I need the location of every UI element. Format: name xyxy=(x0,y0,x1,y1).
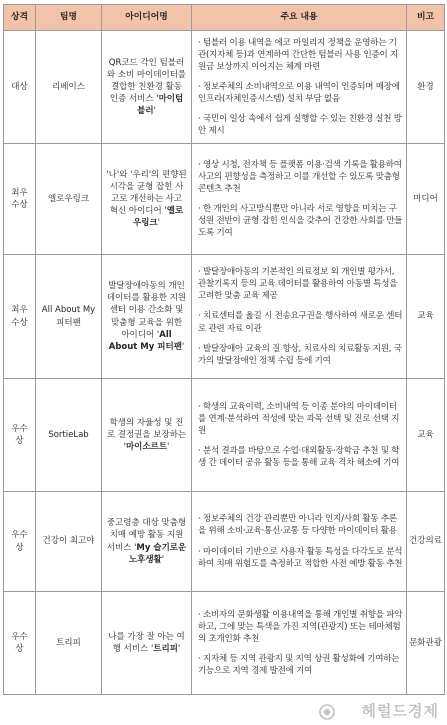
table-row xyxy=(4,31,445,144)
watermark-logo-icon xyxy=(319,704,335,720)
content-cell: · 텀블러 이용 내역을 에코 마일리지 정책을 운영하는 기관(지자체 등)과 연계하여 간단한 텀블러 사용 인증이 지원금 보상까지 이어지는 체계 마련 · 정보주체의 소비내역으로 이용 내역이 인증되며 매장에 인프라(자체인증시스템) 설치 부담 없음 · 국민이 일상 속에서 쉽게 실행할 수 있는 친환경 실천 방안 제시 xyxy=(192,31,407,144)
idea-cell: 중고령층 대상 맞춤형 치매 예방 활동 지원 서비스 'My 슬기로운 노후생활' xyxy=(102,492,192,592)
table-row xyxy=(4,255,445,379)
award-cell: 우수 상 xyxy=(4,492,36,592)
award-cell: 우수 상 xyxy=(4,379,36,492)
content-cell: · 정보주체의 건강 관리뿐만 아니라 인지/사회 활동 추론을 위해 소비·교육·통신·교통 등 다양한 마이데이터 활용 · 마이데이터 기반으로 사용자 활동 특성을 다각도로 분석하여 치매 위험도를 측정하고 적합한 사전 예방 활동 추천 xyxy=(192,492,407,592)
award-cell: 최우 수상 xyxy=(4,144,36,255)
team-cell: 건강이 최고야 xyxy=(36,492,102,592)
header-content: 주요 내용 xyxy=(192,5,407,31)
content-cell: · 영상 시청, 전자책 등 플랫폼 이용·검색 기록을 활용하여 사고의 편향성을 측정하고 이를 개선할 수 있도록 맞춤형 콘텐츠 추천 · 한 개인의 사고방식뿐만 아니라 서로 영향을 미치는 구성원 전반이 균형 잡힌 인식을 갖추어 건강한 사회를 만들도록 기여 xyxy=(192,144,407,255)
table-row xyxy=(4,379,445,492)
note-cell: 미디어 xyxy=(407,144,445,255)
table-row xyxy=(4,492,445,592)
header-row xyxy=(4,5,445,31)
note-cell: 문화관광 xyxy=(407,592,445,695)
award-cell: 우수 상 xyxy=(4,592,36,695)
watermark-text: 헤럴드경제 xyxy=(361,702,439,720)
award-cell: 최우 수상 xyxy=(4,255,36,379)
note-cell: 환경 xyxy=(407,31,445,144)
idea-cell: 발달장애아동의 개인데이터를 활용한 지원센터 이용 간소화 및 맞춤형 교육을 위한 아이디어 'All About My 피터팬' xyxy=(102,255,192,379)
note-cell: 교육 xyxy=(407,255,445,379)
header-team: 팀명 xyxy=(36,5,102,31)
team-cell: 트리피 xyxy=(36,592,102,695)
content-cell: · 소비자의 문화생활 이용내역을 통해 개인별 취향을 파악하고, 그에 맞는 특색을 가진 지역(관광지) 또는 테마체험의 초개인화 추천 · 지자체 등 지역 관광지 및 지역 상권 활성화에 기여하는 기능으로 지역 경제 발전에 기여 xyxy=(192,592,407,695)
header-idea: 아이디어명 xyxy=(102,5,192,31)
table-body xyxy=(4,31,445,695)
idea-cell: QR코드 각인 텀블러와 소비 마이데이터를 결합한 친환경 활동 인증 서비스 '마이텀블러' xyxy=(102,31,192,144)
table-row xyxy=(4,592,445,695)
team-cell: SortieLab xyxy=(36,379,102,492)
content-cell: · 학생의 교육이력, 소비내역 등 이종 분야의 마이데이터를 연계·분석하여 적성에 맞는 과목 선택 및 진로 선택 지원 · 분석 결과를 바탕으로 수업·대외활동·장학금 추천 및 학생 간 데이터 공유 활동 등을 통해 교육 격차 해소에 기여 xyxy=(192,379,407,492)
team-cell: 엘로우링크 xyxy=(36,144,102,255)
idea-cell: 학생의 자율성 및 진로 결정권을 보장하는 '마이소르트' xyxy=(102,379,192,492)
content-cell: · 발달장애아동의 기본적인 의료정보 외 개인별 평가서, 관찰기록지 등의 교육 데이터를 활용하여 아동별 특성을 고려한 맞춤 교육 제공 · 치료센터를 옮길 시 전송요구권을 행사하여 새로운 센터로 관련 자료 이관 · 발달장애아 교육의 질 향상, 치료사의 치료활동 지원, 국가의 발달장애인 정책 수립 등에 기여 xyxy=(192,255,407,379)
header-award: 상격 xyxy=(4,5,36,31)
team-cell: 리베이스 xyxy=(36,31,102,144)
team-cell: All About My 피터팬 xyxy=(36,255,102,379)
idea-cell: '나'와 '우리'의 편향된 시각을 균형 잡힌 사고로 개선하는 사고 혁신 아이디어 '옐로우링크' xyxy=(102,144,192,255)
table-row xyxy=(4,144,445,255)
header-note: 비고 xyxy=(407,5,445,31)
idea-cell: 나를 가장 잘 아는 여행 서비스 '트리피' xyxy=(102,592,192,695)
award-table xyxy=(3,4,445,695)
note-cell: 건강의료 xyxy=(407,492,445,592)
award-cell: 대상 xyxy=(4,31,36,144)
note-cell: 교육 xyxy=(407,379,445,492)
